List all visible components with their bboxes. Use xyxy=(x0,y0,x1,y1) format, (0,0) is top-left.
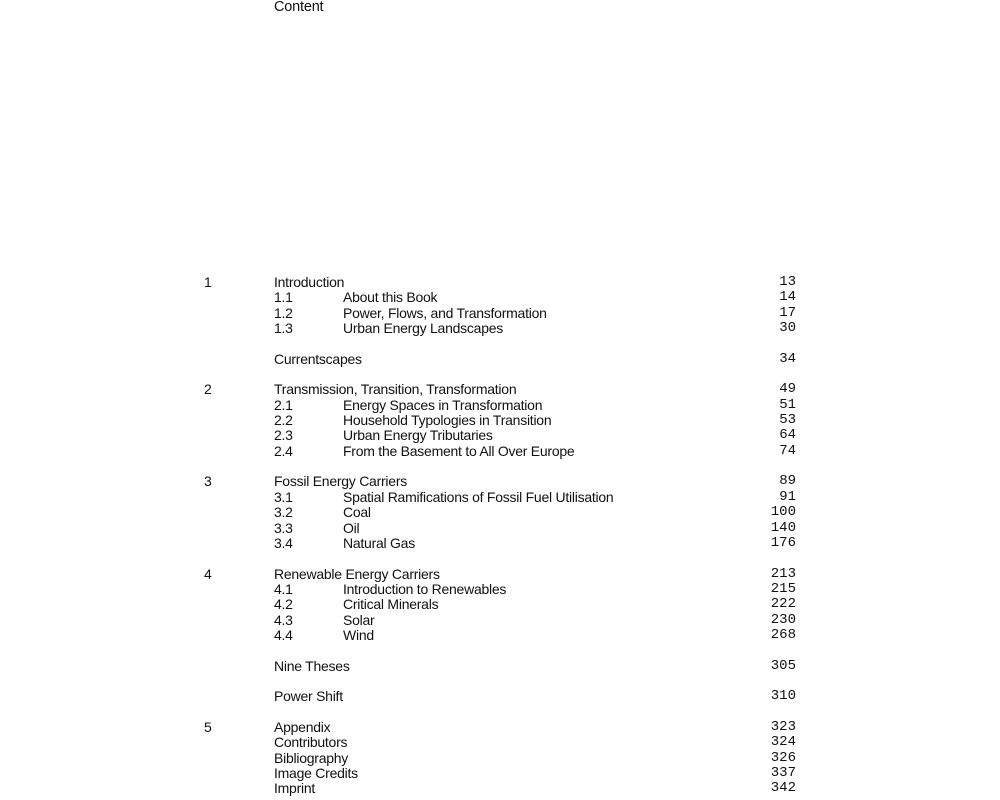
page-number: 268 xyxy=(770,626,796,643)
page-number: 34 xyxy=(779,350,796,367)
entry-title: Imprint xyxy=(274,780,316,797)
toc-entry-2-3[interactable] xyxy=(0,428,1000,443)
entry-title: Currentscapes xyxy=(274,350,362,367)
toc-entry-4-1[interactable] xyxy=(0,582,1000,597)
spacer xyxy=(0,367,1000,382)
entry-title: Natural Gas xyxy=(343,534,415,551)
entry-title: Bibliography xyxy=(274,749,349,766)
section-number: 1.1 xyxy=(274,289,293,306)
toc-entry-4-4[interactable] xyxy=(0,628,1000,643)
entry-title: Oil xyxy=(343,519,360,536)
page-number: 64 xyxy=(779,427,796,444)
toc-entry-1-1[interactable] xyxy=(0,290,1000,305)
chapter-number: 3 xyxy=(204,473,212,490)
entry-title: Spatial Ramifications of Fossil Fuel Utilisation xyxy=(343,488,614,505)
entry-title: Nine Theses xyxy=(274,657,350,674)
entry-title: Household Typologies in Transition xyxy=(343,412,552,429)
section-number: 3.4 xyxy=(274,534,293,551)
toc-entry-power-shift[interactable] xyxy=(0,689,1000,704)
page-number: 53 xyxy=(779,412,796,429)
chapter-number: 4 xyxy=(204,565,212,582)
section-number: 3.2 xyxy=(274,504,293,521)
spacer xyxy=(0,459,1000,474)
page-number: 100 xyxy=(770,504,796,521)
toc-entry-2-2[interactable] xyxy=(0,413,1000,428)
section-number: 4.2 xyxy=(274,596,293,613)
entry-title: Power Shift xyxy=(274,688,343,705)
toc-entry-3-1[interactable] xyxy=(0,490,1000,505)
page-number: 342 xyxy=(770,780,796,797)
section-number: 2.4 xyxy=(274,442,293,459)
spacer xyxy=(0,643,1000,658)
page-number: 230 xyxy=(770,611,796,628)
entry-title: Fossil Energy Carriers xyxy=(274,473,407,490)
page-number: 89 xyxy=(779,473,796,490)
toc-entry-1-2[interactable] xyxy=(0,306,1000,321)
section-number: 4.4 xyxy=(274,626,293,643)
page-number: 337 xyxy=(770,765,796,781)
entry-title: Contributors xyxy=(274,734,348,751)
page-number: 323 xyxy=(770,718,796,735)
page-number: 30 xyxy=(779,320,796,337)
page-number: 91 xyxy=(779,488,796,505)
chapter-number: 1 xyxy=(204,274,212,290)
entry-title: Appendix xyxy=(274,718,331,735)
entry-title: Introduction xyxy=(274,274,345,290)
entry-title: Critical Minerals xyxy=(343,596,439,613)
spacer xyxy=(0,336,1000,351)
page-number: 140 xyxy=(770,519,796,536)
entry-title: Urban Energy Tributaries xyxy=(343,427,493,444)
page-number: 13 xyxy=(779,274,796,290)
entry-title: Introduction to Renewables xyxy=(343,580,507,597)
toc-entry-imprint[interactable] xyxy=(0,781,1000,796)
section-number: 2.1 xyxy=(274,396,293,413)
page-number: 176 xyxy=(770,534,796,551)
entry-title: From the Basement to All Over Europe xyxy=(343,442,575,459)
spacer xyxy=(0,705,1000,720)
entry-title: Solar xyxy=(343,611,375,628)
toc-entry-contributors[interactable] xyxy=(0,735,1000,750)
page-number: 310 xyxy=(770,688,796,705)
page-number: 51 xyxy=(779,396,796,413)
toc-entry-4-2[interactable] xyxy=(0,597,1000,612)
toc-entry-chapter-1[interactable] xyxy=(0,275,1000,290)
page-number: 14 xyxy=(779,289,796,306)
section-number: 2.2 xyxy=(274,412,293,429)
section-number: 1.2 xyxy=(274,304,293,321)
page-number: 215 xyxy=(770,580,796,597)
toc-entry-currentscapes[interactable] xyxy=(0,352,1000,367)
section-number: 4.1 xyxy=(274,580,293,597)
page-number: 74 xyxy=(779,442,796,459)
section-number: 1.3 xyxy=(274,320,293,337)
toc-entry-chapter-4[interactable] xyxy=(0,567,1000,582)
toc-entry-3-2[interactable] xyxy=(0,505,1000,520)
toc-entry-chapter-2[interactable] xyxy=(0,382,1000,397)
toc-entry-chapter-5[interactable] xyxy=(0,720,1000,735)
toc-entry-3-4[interactable] xyxy=(0,536,1000,551)
table-of-contents xyxy=(0,275,1000,797)
page-number: 222 xyxy=(770,596,796,613)
page-number: 49 xyxy=(779,381,796,398)
section-number: 4.3 xyxy=(274,611,293,628)
section-number: 3.1 xyxy=(274,488,293,505)
entry-title: Urban Energy Landscapes xyxy=(343,320,504,337)
page-number: 305 xyxy=(770,657,796,674)
entry-title: Transmission, Transition, Transformation xyxy=(274,381,517,398)
page-number: 17 xyxy=(779,304,796,321)
page-number: 326 xyxy=(770,749,796,766)
toc-entry-2-1[interactable] xyxy=(0,398,1000,413)
page-number: 324 xyxy=(770,734,796,751)
entry-title: Image Credits xyxy=(274,765,358,781)
entry-title: About this Book xyxy=(343,289,438,306)
toc-entry-nine-theses[interactable] xyxy=(0,659,1000,674)
entry-title: Energy Spaces in Transformation xyxy=(343,396,543,413)
spacer xyxy=(0,551,1000,566)
page-title: Content xyxy=(274,0,324,15)
toc-entry-4-3[interactable] xyxy=(0,613,1000,628)
toc-entry-3-3[interactable] xyxy=(0,521,1000,536)
toc-entry-1-3[interactable] xyxy=(0,321,1000,336)
spacer xyxy=(0,674,1000,689)
toc-entry-chapter-3[interactable] xyxy=(0,474,1000,489)
entry-title: Power, Flows, and Transformation xyxy=(343,304,547,321)
toc-entry-image-credits[interactable] xyxy=(0,766,1000,781)
toc-entry-bibliography[interactable] xyxy=(0,751,1000,766)
page-number: 213 xyxy=(770,565,796,582)
section-number: 3.3 xyxy=(274,519,293,536)
toc-entry-2-4[interactable] xyxy=(0,444,1000,459)
chapter-number: 2 xyxy=(204,381,212,398)
chapter-number: 5 xyxy=(204,718,212,735)
section-number: 2.3 xyxy=(274,427,293,444)
entry-title: Coal xyxy=(343,504,371,521)
entry-title: Renewable Energy Carriers xyxy=(274,565,440,582)
entry-title: Wind xyxy=(343,626,374,643)
